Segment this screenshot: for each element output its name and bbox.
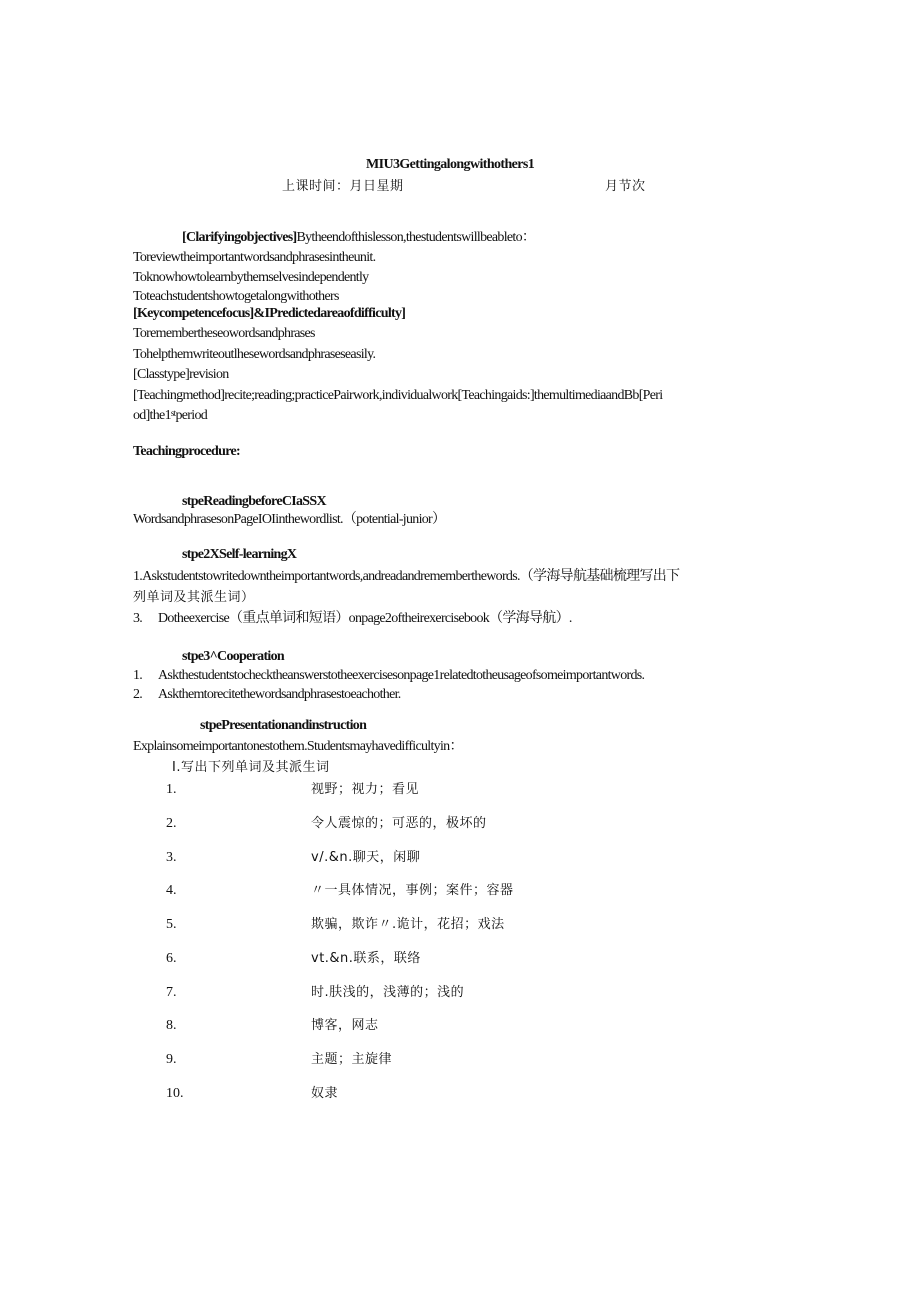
vocab-definition: 主题；主旋律 (311, 1052, 393, 1067)
step3-item-number: 1. (133, 668, 143, 683)
step1-heading: stpeReadingbeforeCIaSSX (182, 494, 326, 509)
objective-item: Toknowhowtolearnbythemselvesindependently (133, 270, 369, 285)
vocab-definition: vt.&n.联系，联络 (311, 951, 421, 966)
period-suffix: period (175, 408, 208, 423)
vocab-number: 6. (166, 951, 177, 966)
period-prefix: od]the1 (133, 408, 171, 423)
step4-line: Explainsomeimportantonestothem.Studentsmayhavedifficultyin： (133, 739, 463, 754)
step3-heading: stpe3^Cooperation (182, 649, 285, 664)
competence-item: Toremembertheseowordsandphrases (133, 326, 315, 341)
step3-item: Askthemtorecitethewordsandphrasestoeachother. (158, 687, 401, 702)
step3-item-number: 2. (133, 687, 143, 702)
vocab-number: 3. (166, 850, 177, 865)
vocab-number: 1. (166, 782, 177, 797)
competence-heading: [Keycompetencefocus]&IPredictedareaofdifficulty] (133, 306, 406, 321)
vocab-number: 7. (166, 985, 177, 1000)
step2-line: 1.Askstudentstowritedowntheimportantwords,andreadandrememberthewords.（学海导航基础梳理写出下 (133, 569, 680, 584)
step2-item: Dotheexercise（重点单词和短语）onpage2oftheirexercisebook（学海导航）. (158, 611, 572, 626)
vocab-definition: 视野；视力；看见 (311, 782, 420, 797)
class-type: [Classtype]revision (133, 367, 229, 382)
period-superscript: st (170, 408, 176, 418)
class-period-label: 月节次 (605, 179, 646, 194)
vocab-definition: 博客，网志 (311, 1018, 379, 1033)
vocab-definition: 奴隶 (311, 1086, 339, 1101)
vocab-number: 8. (166, 1018, 177, 1033)
vocab-definition: v/.&n.聊天，闲聊 (311, 850, 421, 865)
vocab-number: 5. (166, 917, 177, 932)
procedure-heading: Teachingprocedure: (133, 444, 240, 459)
step2-heading: stpe2XSelf-learningX (182, 547, 297, 562)
document-title: MIU3Gettingalongwithothers1 (366, 157, 535, 172)
class-time-label: 上课时间：月日星期 (282, 179, 404, 194)
objectives-heading: [Clarifyingobjectives] (182, 230, 297, 245)
step2-line-continued: 列单词及其派生词） (133, 590, 255, 605)
competence-item: Tohelpthemwriteoutlhesewordsandphraseseasily. (133, 347, 376, 362)
vocab-number: 9. (166, 1052, 177, 1067)
step3-item: Askthestudentstochecktheanswerstotheexercisesonpage1relatedtotheusageofsomeimportantwords. (158, 668, 645, 683)
vocab-number: 4. (166, 883, 177, 898)
objective-item: Toreviewtheimportantwordsandphrasesintheunit. (133, 250, 376, 265)
vocab-subheading: I.写出下列单词及其派生词 (172, 760, 330, 775)
vocab-definition: 时.肤浅的，浅薄的；浅的 (311, 985, 465, 1000)
step2-item-number: 3. (133, 611, 143, 626)
step4-heading: stpePresentationandinstruction (200, 718, 367, 733)
objective-item: Toteachstudentshowtogetalongwithothers (133, 289, 339, 304)
vocab-definition: 令人震惊的；可恶的，极坏的 (311, 816, 487, 831)
vocab-definition: 欺骗，欺诈〃.诡计，花招；戏法 (311, 917, 505, 932)
vocab-number: 10. (166, 1086, 184, 1101)
teaching-period-line (133, 407, 207, 425)
vocab-definition: 〃一具体情况，事例；案件；容器 (311, 883, 514, 898)
step1-line: WordsandphrasesonPageIOIinthewordlist.（potential-junior） (133, 512, 446, 527)
teaching-method-line: [Teachingmethod]recite;reading;practicePairwork,individualwork[Teachingaids:]themultimediaandBb[Peri (133, 388, 663, 403)
vocab-number: 2. (166, 816, 177, 831)
objectives-intro: Bytheendofthislesson,thestudentswillbeableto： (296, 230, 536, 245)
objectives-line (182, 229, 535, 247)
